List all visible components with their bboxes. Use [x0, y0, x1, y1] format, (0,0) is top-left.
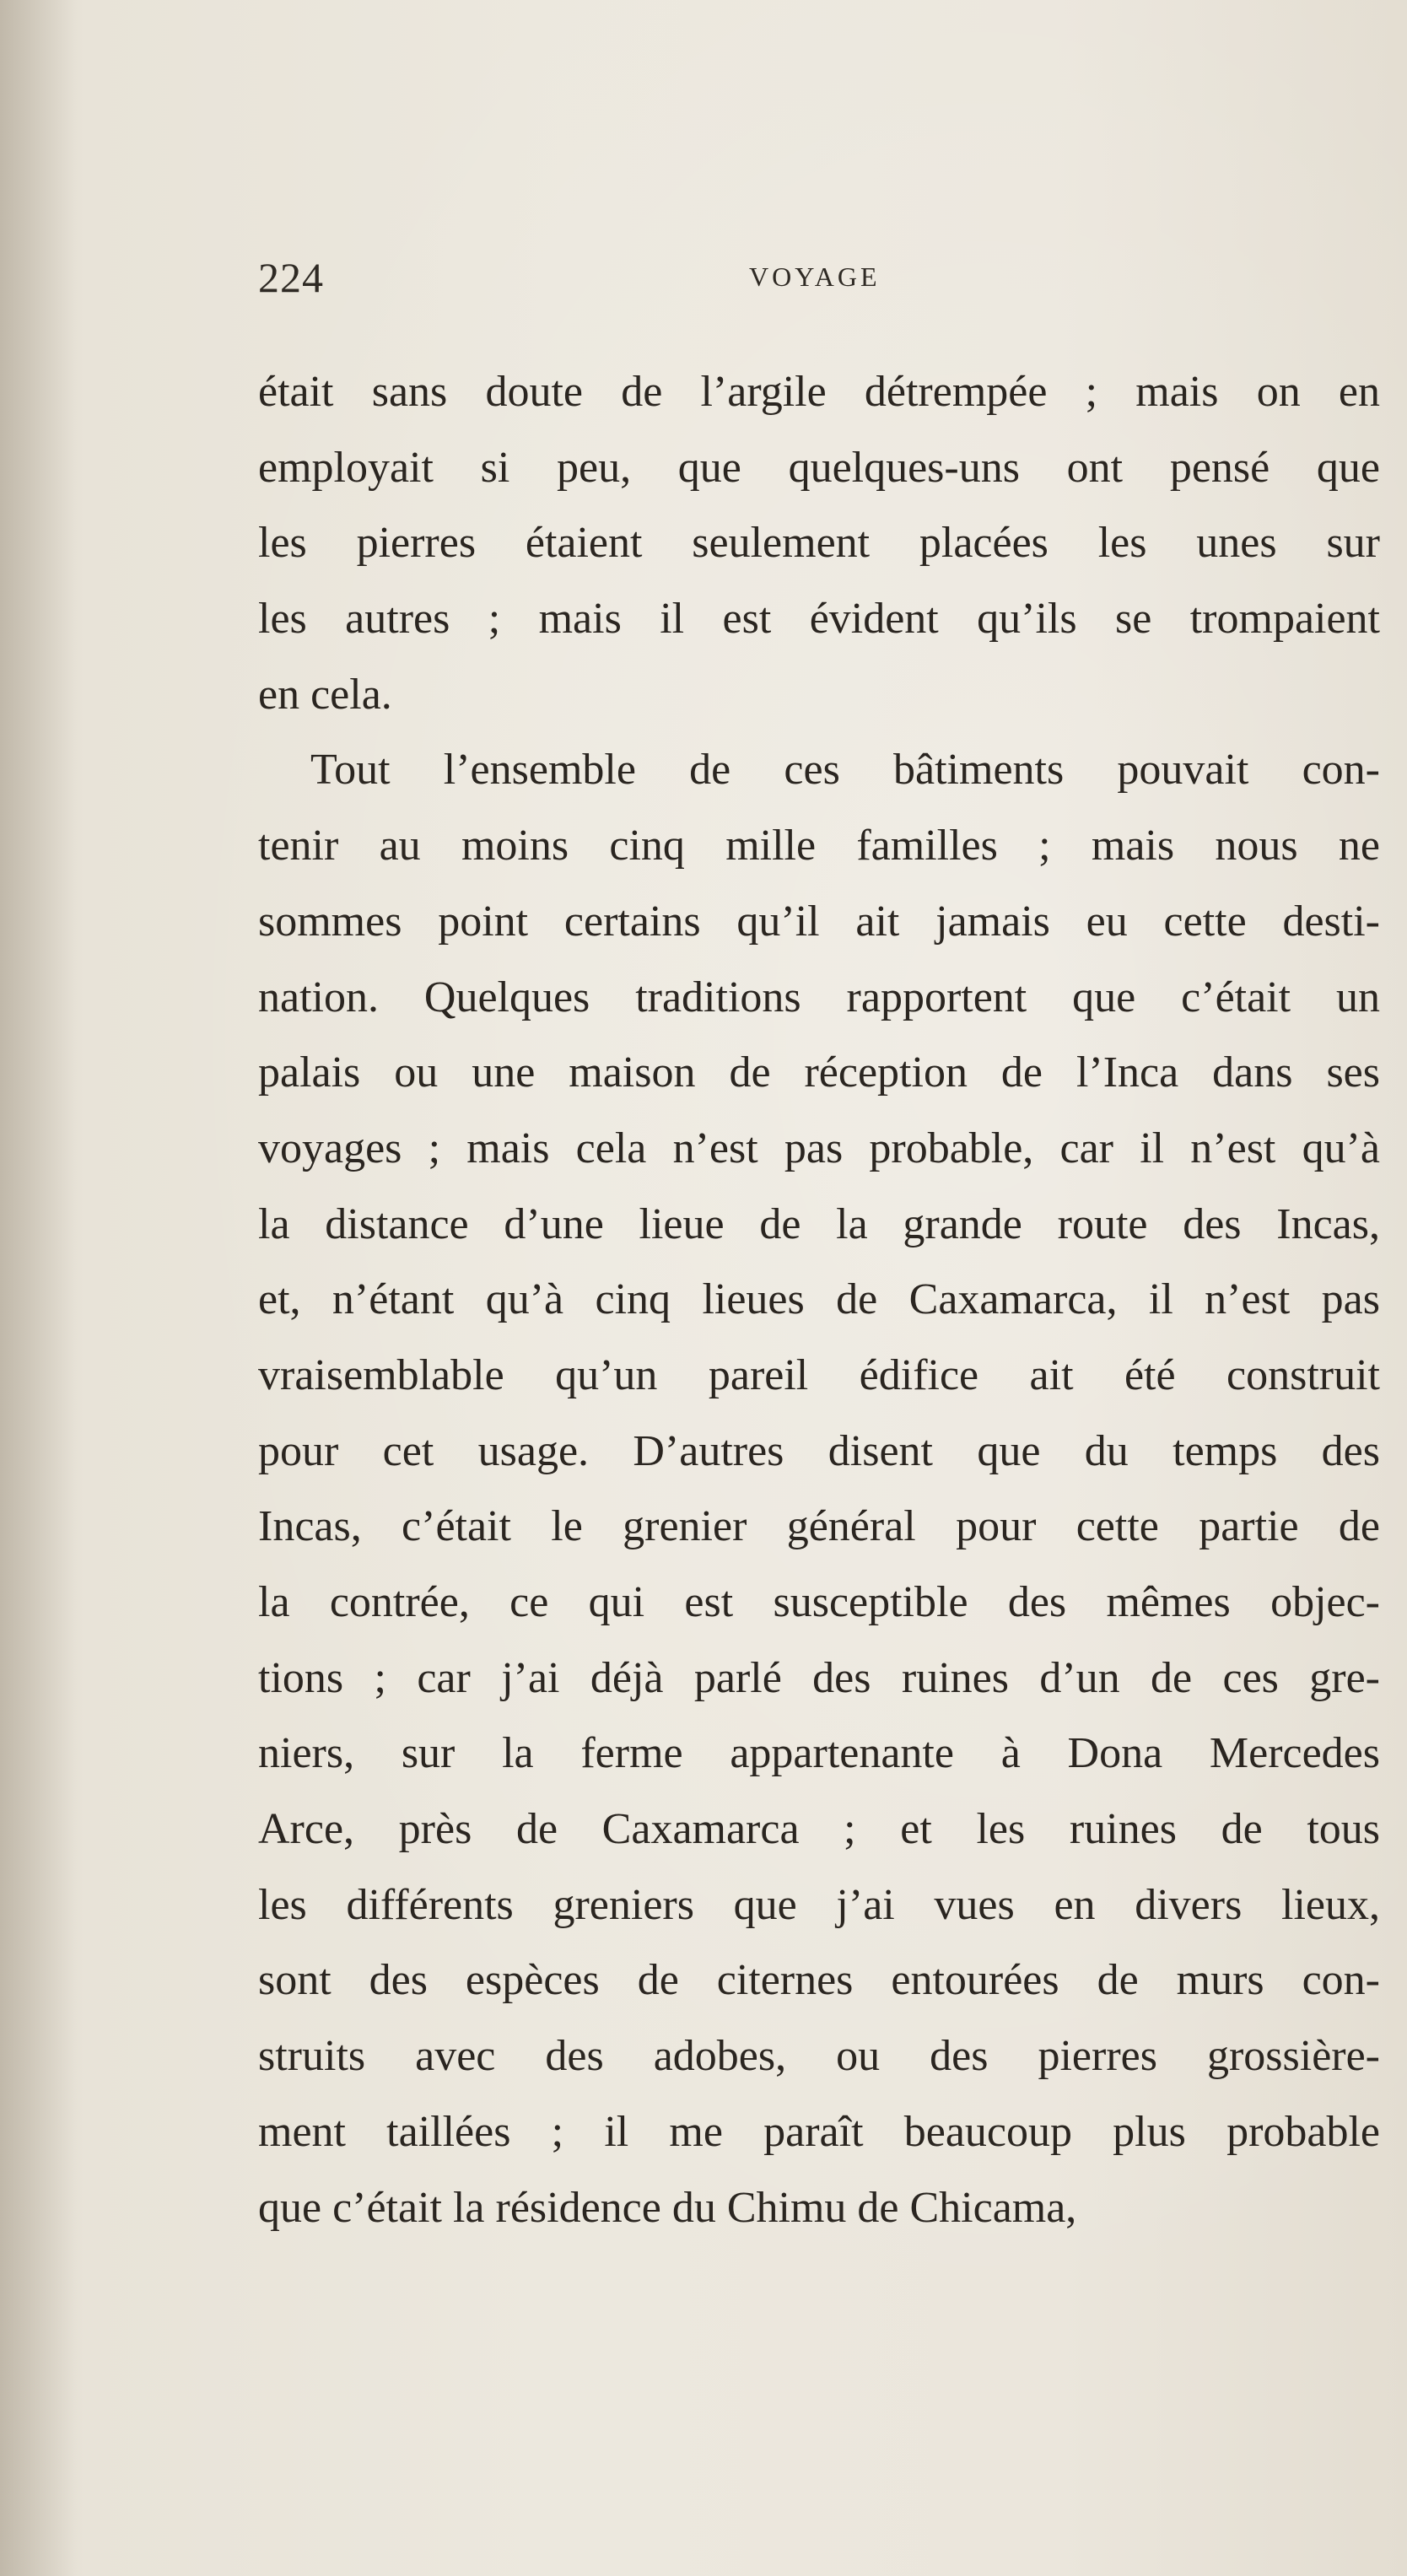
text-line: était sans doute de l’argile détrempée ; mais on en [258, 368, 1380, 416]
text-line: pour cet usage. D’autres disent que du temps des [258, 1426, 1380, 1475]
text-line: tions ; car j’ai déjà parlé des ruines d’un de ces gre- [258, 1653, 1380, 1702]
text-line: employait si peu, que quelques-uns ont pensé que [258, 443, 1380, 492]
text-line: struits avec des adobes, ou des pierres grossière- [258, 2032, 1380, 2081]
text-line: les différents greniers que j’ai vues en divers lieux, [258, 1880, 1380, 1929]
page-number: 224 [258, 254, 324, 301]
text-line: que c’était la résidence du Chimu de Chicama, [258, 2183, 1077, 2232]
text-line: la contrée, ce qui est susceptible des mêmes objec- [258, 1578, 1380, 1626]
text-line: tenir au moins cinq mille familles ; mais nous ne [258, 822, 1380, 870]
text-line: Incas, c’était le grenier général pour cette partie de [258, 1502, 1380, 1551]
text-line: en cela. [258, 670, 392, 719]
running-head: VOYAGE [749, 261, 881, 292]
page-header [258, 253, 1380, 304]
text-line: sont des espèces de citernes entourées de murs con- [258, 1956, 1380, 2005]
text-line: Arce, près de Caxamarca ; et les ruines de tous [258, 1805, 1380, 1854]
text-line: les pierres étaient seulement placées les unes sur [258, 519, 1380, 568]
text-line: sommes point certains qu’il ait jamais eu cette desti- [258, 897, 1380, 946]
text-line: la distance d’une lieue de la grande route des Incas, [258, 1199, 1380, 1248]
text-line: et, n’étant qu’à cinq lieues de Caxamarca, il n’est pas [258, 1275, 1380, 1324]
text-line: ment taillées ; il me paraît beaucoup plus probable [258, 2107, 1380, 2156]
text-line: nation. Quelques traditions rapportent que c’était un [258, 973, 1380, 1021]
text-line: Tout l’ensemble de ces bâtiments pouvait con- [310, 746, 1380, 795]
text-line: vraisemblable qu’un pareil édifice ait été construit [258, 1350, 1380, 1399]
text-line: niers, sur la ferme appartenante à Dona Mercedes [258, 1729, 1380, 1778]
text-line: les autres ; mais il est évident qu’ils se trompaient [258, 595, 1380, 644]
body-text [258, 354, 1380, 2245]
text-line: palais ou une maison de réception de l’Inca dans ses [258, 1048, 1380, 1097]
gutter-shadow [0, 0, 76, 2576]
text-line: voyages ; mais cela n’est pas probable, car il n’est qu’à [258, 1124, 1380, 1172]
